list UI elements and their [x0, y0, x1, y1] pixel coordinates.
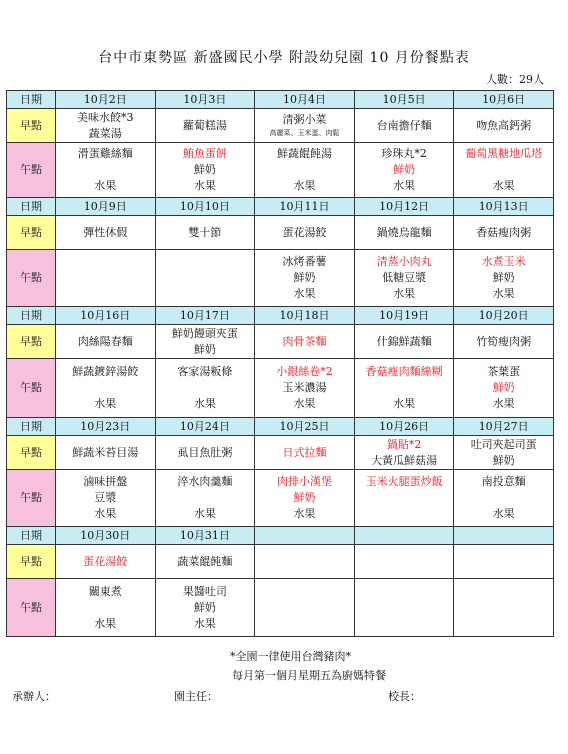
date-cell: 10月13日	[454, 198, 554, 216]
breakfast-label: 早點	[7, 109, 56, 143]
breakfast-item: 蛋花湯餃	[83, 554, 128, 568]
lunch-label: 午點	[7, 250, 56, 307]
date-row	[7, 91, 554, 109]
lunch-item: 滑蛋雞絲麵	[77, 147, 133, 160]
breakfast-cell	[255, 325, 355, 359]
lunch-cell	[255, 470, 355, 527]
breakfast-cell	[354, 109, 454, 143]
lunch-cell	[354, 143, 454, 198]
lunch-item	[56, 380, 155, 396]
lunch-row	[7, 470, 554, 527]
lunch-item: 水果	[492, 507, 515, 520]
lunch-cell	[454, 143, 554, 198]
meal-table	[6, 90, 554, 637]
lunch-item: 水果	[94, 616, 117, 630]
breakfast-cell	[255, 545, 355, 579]
lunch-item: 鮮奶	[492, 381, 515, 394]
breakfast-row	[7, 436, 554, 470]
lunch-item: 水果	[492, 179, 515, 192]
breakfast-cell	[354, 325, 454, 359]
lunch-label: 午點	[7, 359, 56, 418]
lunch-row	[7, 359, 554, 418]
breakfast-item: 鍋貼*2	[386, 437, 422, 451]
lunch-item: 水果	[293, 287, 316, 300]
breakfast-item: 虱目魚肚粥	[177, 445, 233, 459]
lunch-item	[355, 490, 454, 506]
lunch-cell	[354, 470, 454, 527]
date-row	[7, 307, 554, 325]
lunch-item: 鮪魚蛋餅	[182, 147, 227, 160]
lunch-cell	[155, 143, 255, 198]
lunch-item: 茶葉蛋	[487, 365, 521, 378]
lunch-row	[7, 579, 554, 637]
lunch-item: 水果	[94, 179, 117, 192]
lunch-cell	[255, 579, 355, 637]
breakfast-item: 鮮奶	[492, 453, 515, 467]
breakfast-cell	[56, 109, 156, 143]
organizer-signature: 承辦人：	[12, 690, 56, 703]
breakfast-cell	[454, 325, 554, 359]
breakfast-item: 高麗菜、玉米蛋、肉鬆	[269, 129, 340, 137]
breakfast-item: 竹筍瘦肉粥	[476, 334, 532, 348]
breakfast-item: 鮮蔬米苔目湯	[72, 445, 139, 459]
lunch-item: 水果	[393, 397, 416, 410]
lunch-item: 肉排小漢堡	[276, 475, 332, 488]
lunch-item: 水果	[193, 616, 216, 630]
date-label: 日期	[7, 307, 56, 325]
lunch-item	[156, 490, 255, 506]
director-signature: 園主任：	[174, 690, 218, 703]
breakfast-label: 早點	[7, 325, 56, 359]
lunch-item: 客家湯粄條	[177, 365, 233, 378]
breakfast-cell	[454, 216, 554, 250]
breakfast-item: 香菇瘦肉粥	[476, 225, 532, 239]
date-cell: 10月31日	[155, 527, 255, 545]
breakfast-cell	[454, 436, 554, 470]
lunch-item: 鮮奶	[293, 271, 316, 284]
lunch-item	[255, 162, 354, 178]
date-cell	[354, 527, 454, 545]
lunch-item: 水煮玉米	[481, 255, 526, 268]
date-cell: 10月16日	[56, 307, 156, 325]
date-cell: 10月11日	[255, 198, 355, 216]
lunch-label: 午點	[7, 143, 56, 198]
lunch-item: 香菇瘦肉麵線糊	[365, 365, 443, 378]
lunch-item: 滷味拼盤	[83, 475, 128, 488]
breakfast-row	[7, 216, 554, 250]
date-label: 日期	[7, 198, 56, 216]
breakfast-item: 日式拉麵	[282, 445, 327, 459]
breakfast-label: 早點	[7, 216, 56, 250]
lunch-item: 玉米濃湯	[282, 381, 327, 394]
menu-title: 台中市東勢區 新盛國民小學 附設幼兒園 10 月份餐點表	[98, 50, 470, 66]
lunch-item: 關東煮	[88, 584, 122, 598]
breakfast-item: 大黃瓜鮮菇湯	[371, 453, 438, 467]
date-label: 日期	[7, 91, 56, 109]
date-cell	[454, 527, 554, 545]
date-cell	[255, 527, 355, 545]
lunch-cell	[255, 143, 355, 198]
date-cell: 10月6日	[454, 91, 554, 109]
breakfast-item: 台南擔仔麵	[376, 118, 432, 132]
breakfast-row	[7, 545, 554, 579]
date-cell: 10月30日	[56, 527, 156, 545]
lunch-cell	[454, 250, 554, 307]
lunch-item: 水果	[293, 507, 316, 520]
breakfast-item: 鮮奶	[193, 342, 216, 356]
lunch-item: 南投意麵	[481, 475, 526, 488]
breakfast-cell	[155, 109, 255, 143]
lunch-item	[454, 490, 553, 506]
date-cell: 10月9日	[56, 198, 156, 216]
breakfast-cell	[155, 216, 255, 250]
lunch-cell	[56, 250, 156, 307]
lunch-item	[56, 600, 155, 616]
lunch-item: 水果	[393, 179, 416, 192]
breakfast-cell	[56, 436, 156, 470]
breakfast-cell	[354, 436, 454, 470]
lunch-cell	[155, 470, 255, 527]
breakfast-cell	[454, 545, 554, 579]
breakfast-cell	[56, 545, 156, 579]
lunch-item: 玉米火腿蛋炒飯	[365, 475, 443, 488]
lunch-cell	[354, 250, 454, 307]
breakfast-item: 肉骨茶麵	[282, 334, 327, 348]
breakfast-row	[7, 109, 554, 143]
date-cell: 10月5日	[354, 91, 454, 109]
breakfast-item: 吐司夾起司蛋	[470, 437, 537, 451]
lunch-item: 水果	[193, 397, 216, 410]
breakfast-item: 什錦鮮蔬麵	[376, 334, 432, 348]
lunch-item: 果醬吐司	[182, 584, 227, 598]
lunch-item: 水果	[94, 397, 117, 410]
lunch-label: 午點	[7, 470, 56, 527]
lunch-item: 小銀絲卷*2	[276, 365, 333, 378]
lunch-item: 水果	[393, 287, 416, 300]
breakfast-cell	[255, 109, 355, 143]
breakfast-cell	[56, 325, 156, 359]
lunch-item: 水果	[492, 397, 515, 410]
breakfast-cell	[56, 216, 156, 250]
lunch-item: 珍珠丸*2	[381, 147, 427, 160]
lunch-cell	[255, 359, 355, 418]
breakfast-label: 早點	[7, 545, 56, 579]
pork-note: *全園一律使用台灣豬肉*	[230, 650, 351, 663]
breakfast-item: 蔬菜湯	[88, 126, 122, 140]
lunch-item: 鮮奶	[193, 600, 216, 614]
date-label: 日期	[7, 418, 56, 436]
lunch-cell	[56, 143, 156, 198]
breakfast-row	[7, 325, 554, 359]
lunch-item: 水果	[94, 507, 117, 520]
date-cell: 10月17日	[155, 307, 255, 325]
breakfast-cell	[354, 216, 454, 250]
breakfast-item: 肉絲陽春麵	[77, 334, 133, 348]
lunch-item: 鮮蔬餛飩湯	[276, 147, 332, 160]
lunch-cell	[155, 250, 255, 307]
lunch-row	[7, 250, 554, 307]
lunch-item: 水果	[293, 179, 316, 192]
breakfast-item: 蘿蔔糕湯	[182, 118, 227, 132]
lunch-item	[454, 162, 553, 178]
lunch-cell	[354, 579, 454, 637]
breakfast-item: 彈性休假	[83, 225, 128, 239]
lunch-item: 豆漿	[94, 491, 117, 504]
breakfast-item: 吻魚高鈣粥	[476, 118, 532, 132]
lunch-item	[156, 380, 255, 396]
lunch-item: 鮮蔬鍍鋅湯餃	[72, 365, 139, 378]
date-cell: 10月20日	[454, 307, 554, 325]
breakfast-label: 早點	[7, 436, 56, 470]
breakfast-item: 鍋燒烏龍麵	[376, 225, 432, 239]
date-row	[7, 198, 554, 216]
lunch-cell	[354, 359, 454, 418]
breakfast-cell	[354, 545, 454, 579]
date-cell: 10月12日	[354, 198, 454, 216]
lunch-item: 水果	[492, 287, 515, 300]
breakfast-item: 蔬菜餛飩麵	[177, 554, 233, 568]
date-label: 日期	[7, 527, 56, 545]
lunch-item: 低糖豆漿	[382, 271, 427, 284]
lunch-item: 冰烤番薯	[282, 255, 327, 268]
breakfast-cell	[155, 545, 255, 579]
breakfast-item: 雙十節	[188, 225, 222, 239]
date-cell: 10月23日	[56, 418, 156, 436]
breakfast-item: 清粥小菜	[282, 113, 327, 126]
lunch-item: 鮮奶	[293, 491, 316, 504]
date-cell: 10月24日	[155, 418, 255, 436]
lunch-cell	[255, 250, 355, 307]
date-cell: 10月26日	[354, 418, 454, 436]
lunch-row	[7, 143, 554, 198]
breakfast-cell	[155, 436, 255, 470]
breakfast-cell	[255, 216, 355, 250]
principal-signature: 校長：	[388, 690, 421, 703]
lunch-item: 水果	[193, 179, 216, 192]
breakfast-cell	[255, 436, 355, 470]
special-meal-note: 每月第一個月星期五為廚媽特餐	[232, 669, 386, 682]
breakfast-item: 蛋花湯餃	[282, 225, 327, 239]
lunch-item	[355, 506, 454, 522]
lunch-item: 鮮奶	[393, 163, 416, 176]
breakfast-cell	[454, 109, 554, 143]
lunch-label: 午點	[7, 579, 56, 637]
breakfast-cell	[155, 325, 255, 359]
date-cell: 10月19日	[354, 307, 454, 325]
lunch-cell	[454, 359, 554, 418]
date-cell: 10月27日	[454, 418, 554, 436]
lunch-item	[56, 162, 155, 178]
lunch-item: 鮮奶	[492, 271, 515, 284]
headcount: 人數：29人	[486, 73, 544, 86]
lunch-cell	[454, 470, 554, 527]
breakfast-item: 鮮奶饅頭夾蛋	[171, 326, 238, 340]
date-row	[7, 418, 554, 436]
lunch-item: 鮮奶	[193, 163, 216, 176]
date-cell: 10月2日	[56, 91, 156, 109]
date-cell: 10月4日	[255, 91, 355, 109]
lunch-item: 清蒸小肉丸	[376, 255, 432, 268]
lunch-cell	[56, 359, 156, 418]
date-cell: 10月25日	[255, 418, 355, 436]
date-cell: 10月18日	[255, 307, 355, 325]
lunch-cell	[155, 359, 255, 418]
lunch-item	[355, 380, 454, 396]
date-cell: 10月10日	[155, 198, 255, 216]
lunch-item: 葡萄黑糖地瓜塔	[465, 147, 543, 160]
lunch-cell	[454, 579, 554, 637]
date-row	[7, 527, 554, 545]
date-cell: 10月3日	[155, 91, 255, 109]
breakfast-item: 美味水餃*3	[77, 110, 134, 124]
lunch-item: 水果	[293, 397, 316, 410]
lunch-item: 淬水肉羹麵	[177, 475, 233, 488]
lunch-cell	[56, 579, 156, 637]
lunch-item: 水果	[193, 507, 216, 520]
lunch-cell	[155, 579, 255, 637]
lunch-cell	[56, 470, 156, 527]
